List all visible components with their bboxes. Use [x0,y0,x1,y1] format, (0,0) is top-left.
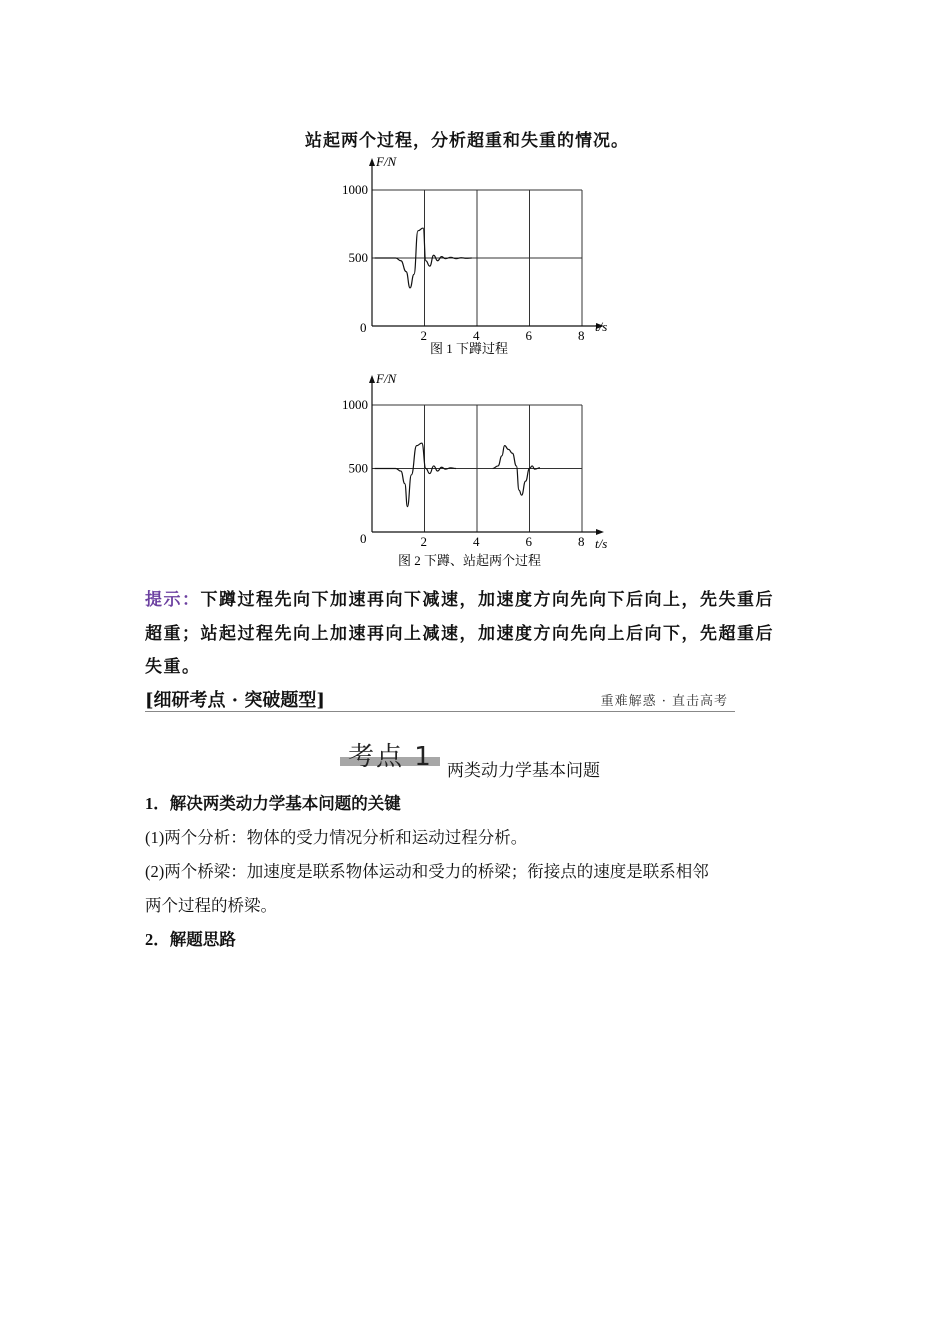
figure-2-xlabel: t/s [595,536,608,551]
fig2-xtick-label: 8 [578,534,585,549]
hint-line-1 [145,585,810,610]
fig2-series-line [493,446,540,496]
figure-1-grid [372,190,582,326]
figure-1-axes [369,158,604,329]
fig1-ytick-label: 1000 [342,182,368,197]
kaodian-badge [340,737,440,772]
fig2-xtick-label: 6 [525,534,532,549]
figure-2-caption: 图 2 下蹲、站起两个过程 [398,553,542,568]
figure-2-grid [372,405,582,532]
figure-2-chart [330,365,630,575]
figure-1-chart [330,150,630,365]
fig2-series-line [375,443,456,507]
fig2-xtick-label: 4 [473,534,480,549]
figure-1-origin: 0 [360,320,367,335]
fig2-y-arrow [369,375,375,383]
fig1-ytick-label: 500 [348,250,368,265]
body-heading-2: 2．解题思路 [145,930,236,949]
hint-line-2: 超重；站起过程先向上加速再向上减速，加速度方向先向上后向下，先超重后 [145,624,774,644]
body-paragraph-2a: (2)两个桥梁：加速度是联系物体运动和受力的桥梁；衔接点的速度是联系相邻 [145,862,709,881]
figure-1-caption: 图 1 下蹲过程 [430,341,509,356]
section-title: [细研考点 · 突破题型] [145,690,325,711]
kaodian-badge-label: 考点 1 [348,742,433,772]
figure-2-axes [369,375,604,535]
hint-label: 提示： [145,590,201,610]
figure-1-ylabel: F/N [376,154,397,169]
fig2-x-arrow [596,529,604,535]
fig1-xtick-label: 2 [420,328,427,343]
figure-2-origin: 0 [360,531,367,546]
fig1-y-arrow [369,158,375,166]
fig1-xtick-label: 6 [525,328,532,343]
fig2-ytick-label: 500 [348,460,368,476]
figure-1-xlabel: t/s [595,319,608,334]
body-heading-1: 1．解决两类动力学基本问题的关键 [145,794,401,813]
figure-2-ylabel: F/N [376,371,397,386]
section-subtitle: 重难解惑 · 直击高考 [600,694,728,709]
fig2-xtick-label: 2 [420,534,427,549]
fig1-xtick-label: 4 [473,328,480,343]
section-divider [145,711,735,712]
kaodian-title: 两类动力学基本问题 [447,761,600,781]
fig2-ytick-label: 1000 [342,397,368,412]
hint-line-3: 失重。 [145,657,201,677]
fig1-xtick-label: 8 [578,328,585,343]
body-paragraph-1: (1)两个分析：物体的受力情况分析和运动过程分析。 [145,828,528,847]
hint-text-1: 下蹲过程先向下加速再向下减速，加速度方向先向下后向上，先失重后 [200,590,774,610]
body-paragraph-2b: 两个过程的桥梁。 [145,896,277,915]
intro-text: 站起两个过程，分析超重和失重的情况。 [305,131,629,151]
